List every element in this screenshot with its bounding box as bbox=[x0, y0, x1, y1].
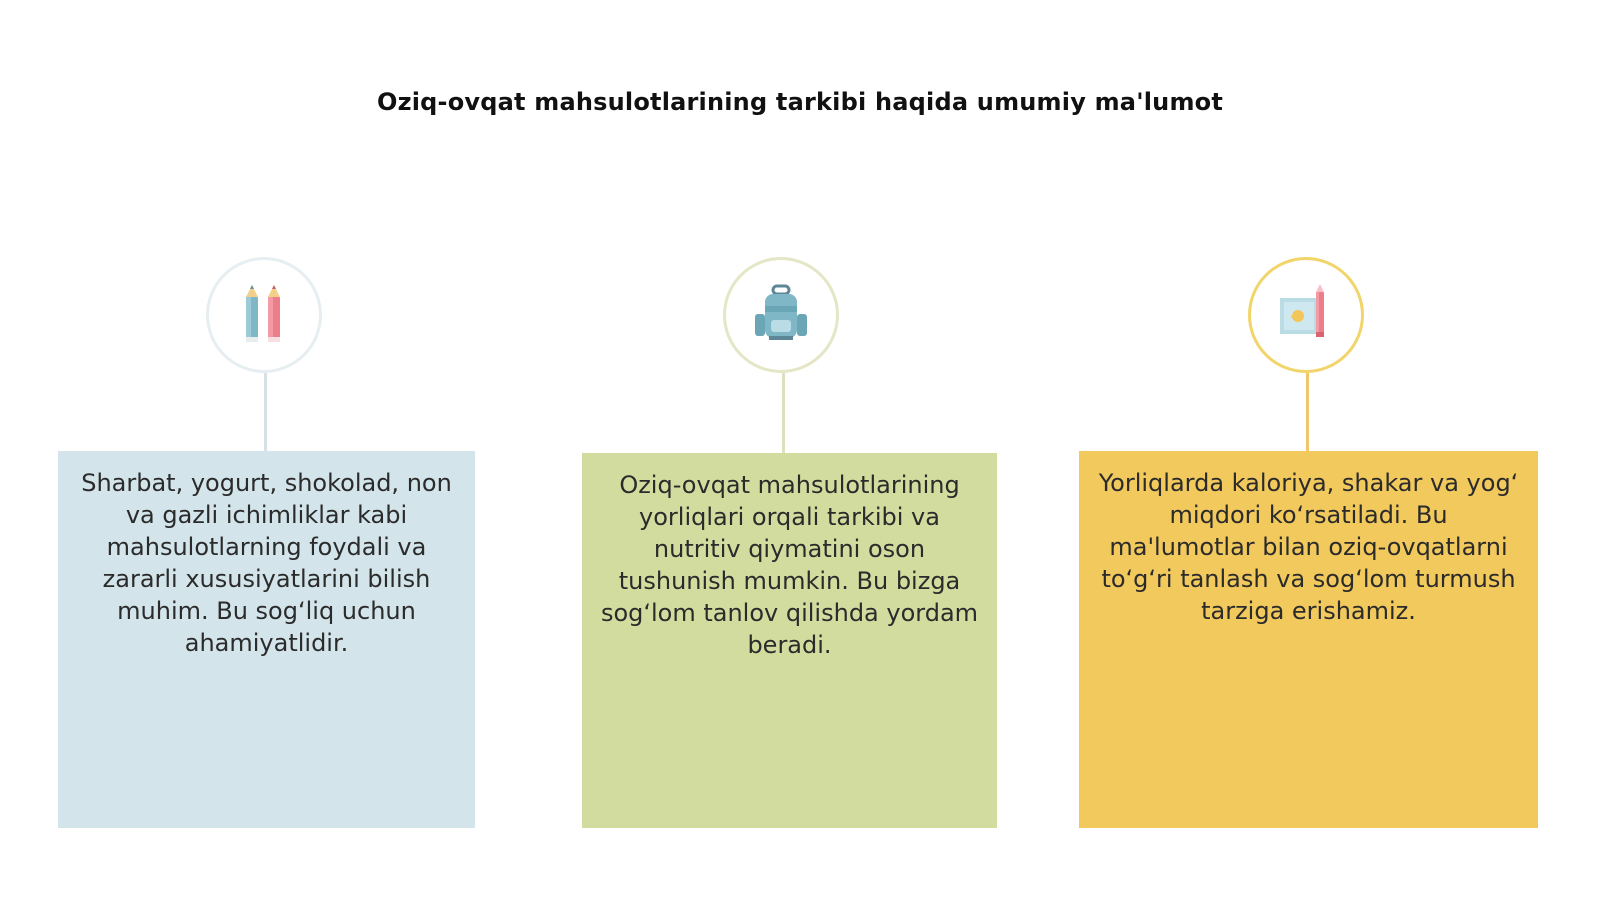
connector-line-2 bbox=[782, 373, 785, 453]
icon-circle-2 bbox=[723, 257, 839, 373]
info-card-2 bbox=[582, 453, 997, 828]
info-card-2-text: Oziq-ovqat mahsulotlarining yorliqlari orqali tarkibi va nutritiv qiymatini oson tushunish mumkin. Bu bizga sog‘lom tanlov qilishda yordam beradi. bbox=[600, 471, 979, 659]
backpack-icon bbox=[751, 284, 811, 346]
icon-circle-1 bbox=[206, 257, 322, 373]
connector-line-1 bbox=[264, 373, 267, 451]
connector-line-3 bbox=[1306, 373, 1309, 451]
info-card-3-text: Yorliqlarda kaloriya, shakar va yog‘ miqdori ko‘rsatiladi. Bu ma'lumotlar bilan oziq-ovqatlarni to‘g‘ri tanlash va sog‘lom turmush tarziga erishamiz. bbox=[1098, 469, 1519, 625]
picture-and-crayon-icon bbox=[1276, 284, 1336, 346]
icon-circle-3 bbox=[1248, 257, 1364, 373]
info-card-1-text: Sharbat, yogurt, shokolad, non va gazli ichimliklar kabi mahsulotlarning foydali va zararli xususiyatlarini bilish muhim. Bu sog‘liq uchun ahamiyatlidir. bbox=[81, 469, 452, 657]
info-card-1 bbox=[58, 451, 475, 828]
page-title: Oziq-ovqat mahsulotlarining tarkibi haqida umumiy ma'lumot bbox=[376, 88, 1224, 116]
info-card-3 bbox=[1079, 451, 1538, 828]
pencils-icon bbox=[236, 283, 292, 347]
